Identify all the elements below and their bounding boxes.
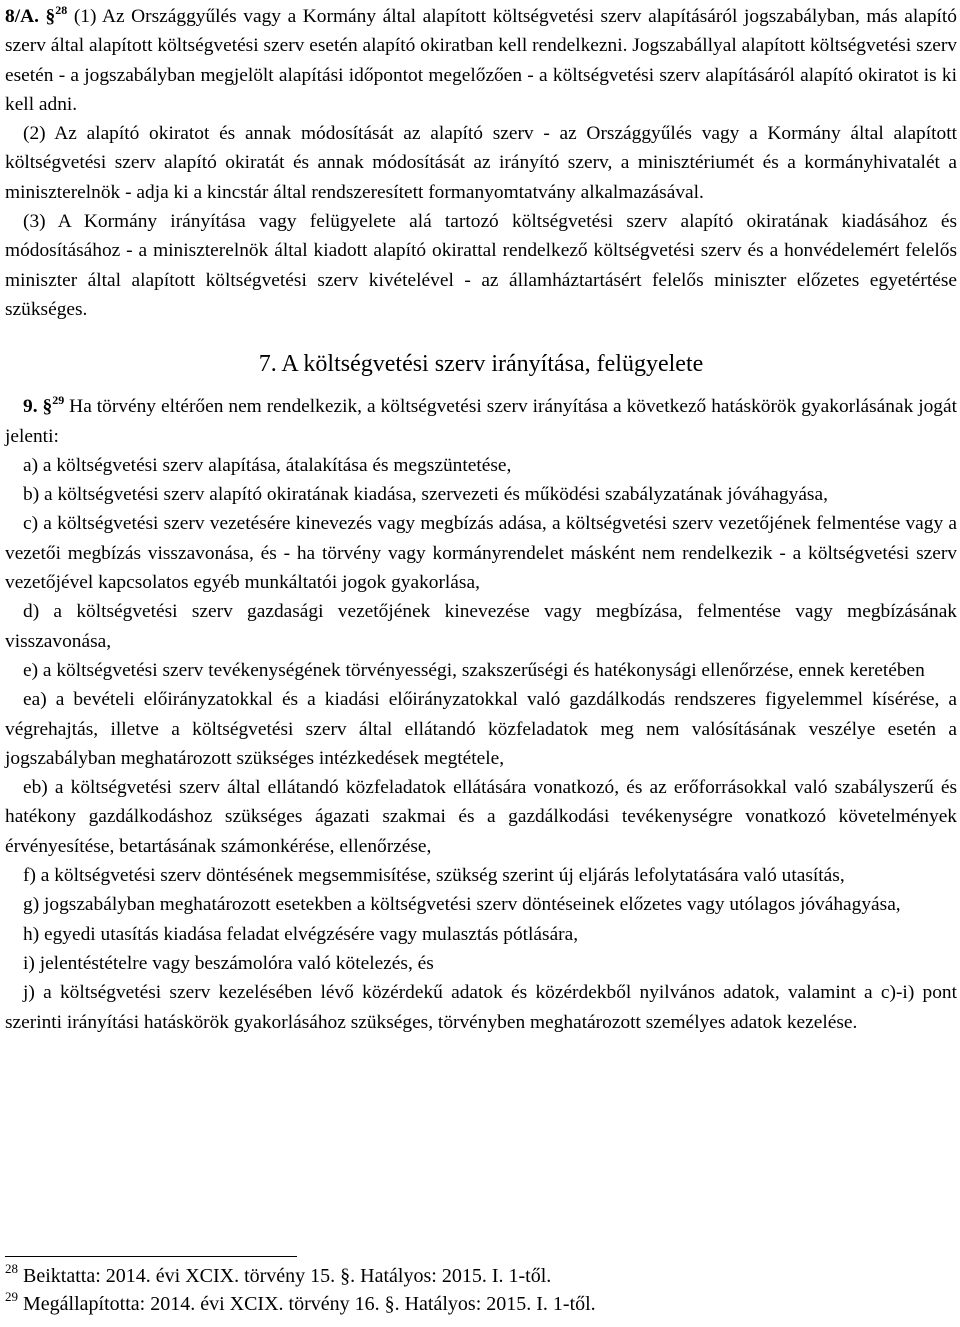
list-item-eb: eb) a költségvetési szerv által ellátandó közfeladatok ellátására vonatkozó, és az erőforrásokkal való szabályszerű és hatékony gazdálkodáshoz szükséges ágazati szakmai és a gazdálkodási tevékenységre vonatkozó követelmények érvényesítése, betartásának számonkérése, ellenőrzése, — [5, 777, 957, 857]
section-8a-paragraph-1 — [5, 0, 957, 119]
list-item-a: a) a költségvetési szerv alapítása, átalakítása és megszüntetése, — [23, 454, 512, 476]
list-item-d: d) a költségvetési szerv gazdasági vezetőjének kinevezése vagy megbízása, felmentése vagy megbízásának visszavonása, — [5, 601, 957, 652]
section-9-number: 9. § — [23, 396, 53, 418]
footnote-28 — [5, 1262, 935, 1290]
section-9-intro-text: Ha törvény eltérően nem rendelkezik, a költségvetési szerv irányítása a következő hatáskörök gyakorlásának jogát jelenti: — [5, 396, 957, 447]
footnote-ref-28[interactable]: 28 — [55, 3, 68, 17]
list-item-e: e) a költségvetési szerv tevékenységének törvényességi, szakszerűségi és hatékonysági ellenőrzése, ennek keretében — [23, 659, 925, 681]
section-9-intro — [5, 392, 957, 451]
footnote-28-number: 28 — [5, 1261, 18, 1276]
footnote-29-text: Megállapította: 2014. évi XCIX. törvény 16. §. Hatályos: 2015. I. 1-től. — [18, 1293, 596, 1315]
list-item-ea: ea) a bevételi előirányzatokkal és a kiadási előirányzatokkal való gazdálkodás rendszeres figyelemmel kísérése, a végrehajtás, illetve a költségvetési szerv által ellátandó közfeladatok meg nem valósításának veszélye esetén a jogszabályban meghatározott szükséges intézkedések megtétele, — [5, 689, 957, 769]
section-8a-number: 8/A. § — [5, 6, 56, 27]
section-8a-paragraph-2: (2) Az alapító okiratot és annak módosítását az alapító szerv - az Országgyűlés vagy a Kormány által alapított költségvetési szerv alapító okiratát és annak módosítását az irányító szerv, a minisztériumét és a kormányhivatalét a miniszterelnök - adja ki a kincstár által rendszeresített formanyomtatvány alkalmazásával. — [5, 123, 957, 203]
footnote-29 — [5, 1290, 935, 1318]
list-item-c: c) a költségvetési szerv vezetésére kinevezés vagy megbízás adása, a költségvetési szerv vezetőjének felmentése vagy a vezetői megbízás visszavonása, és - ha törvény vagy kormányrendelet másként nem rendelkezik - a költségvetési szerv vezetőjével kapcsolatos egyéb munkáltatói jogok gyakorlása, — [5, 513, 957, 594]
list-item-g: g) jogszabályban meghatározott esetekben a költségvetési szerv döntéseinek előzetes vagy utólagos jóváhagyása, — [23, 894, 901, 916]
list-item-h: h) egyedi utasítás kiadása feladat elvégzésére vagy mulasztás pótlására, — [23, 923, 579, 945]
list-item-f: f) a költségvetési szerv döntésének megsemmisítése, szükség szerint új eljárás lefolytatására való utasítás, — [23, 865, 845, 887]
section-8a-paragraph-3: (3) A Kormány irányítása vagy felügyelete alá tartozó költségvetési szerv alapító okiratának kiadásához és módosításához - a miniszterelnök által kiadott alapító okirattal rendelkező költségvetési szerv és a honvédelemért felelős miniszter által alapított költségvetési szerv kivételével - az államháztartásért felelős miniszter előzetes egyetértése szükséges. — [5, 211, 957, 320]
chapter-heading: 7. A költségvetési szerv irányítása, felügyelete — [258, 351, 704, 378]
footnote-29-number: 29 — [5, 1289, 18, 1304]
list-item-i: i) jelentéstételre vagy beszámolóra való kötelezés, és — [23, 952, 434, 974]
footnotes — [5, 1262, 935, 1318]
document-body — [5, 0, 957, 1037]
footnote-ref-29[interactable]: 29 — [52, 393, 65, 408]
footnote-separator — [5, 1256, 297, 1257]
list-item-j: j) a költségvetési szerv kezelésében lévő közérdekű adatok és közérdekből nyilvános adatok, valamint a c)-i) pont szerinti irányítási hatáskörök gyakorlásához szükséges, törvényben meghatározott személyes adatok kezelése. — [5, 982, 957, 1033]
footnote-28-text: Beiktatta: 2014. évi XCIX. törvény 15. §. Hatályos: 2015. I. 1-től. — [18, 1265, 552, 1287]
list-item-b: b) a költségvetési szerv alapító okiratának kiadása, szervezeti és működési szabályzatának jóváhagyása, — [23, 484, 828, 506]
section-8a-text-1: (1) Az Országgyűlés vagy a Kormány által alapított költségvetési szerv alapításáról jogszabályban, más alapító szerv által alapított költségvetési szerv esetén alapító okiratban kell rendelkezni. Jogszabállyal alapított költségvetési szerv esetén - a jogszabályban megjelölt alapítási időpontot megelőzően - a költségvetési szerv alapításáról alapító okiratot is ki kell adni. — [5, 6, 957, 115]
